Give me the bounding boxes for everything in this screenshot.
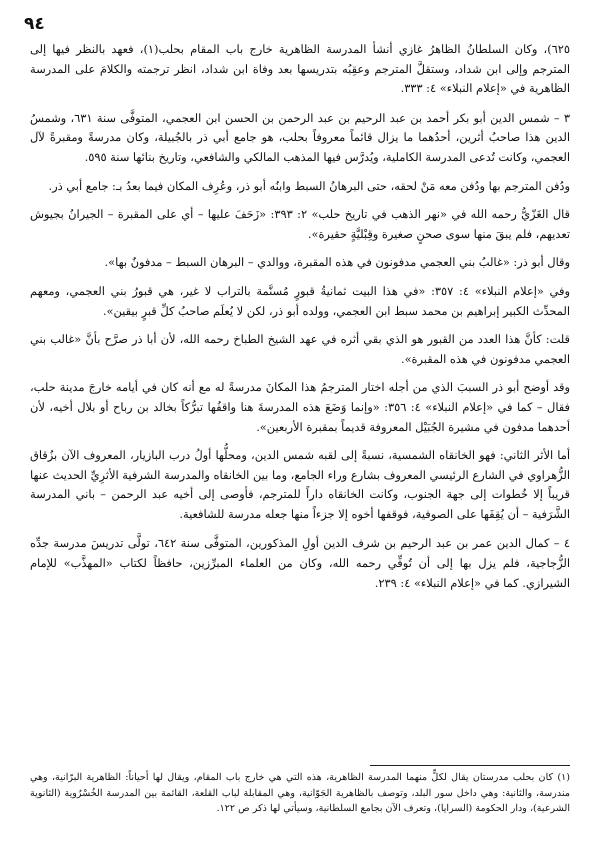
footnote-1: (١) كان بحلب مدرستان يقال لكلٍّ منهما المدرسة الظاهرية، هذه التي هي خارج باب المقام، ويقال لها أحياناً: الظاهرية البرّانية، وهي مندرسة، والثانية: وهي داخل سور البلد، وتوصف بالظاهرية الجَوّانية، وهي المقابلة لباب القلعة، القائمة بين المدرسة الخُسْرُوية (الثانوية الشرعية)، ودار الحكومة (السرايا)، وتعرف الآن بجامع السلطانية، وسيأتي لها ذكر ص ١٢٢. — [30, 772, 570, 814]
paragraph-6: وفي «إعلام النبلاء» ٤: ٣٥٧: «في هذا البيت ثمانيةُ قبورٍ مُسنَّمة بالتراب لا غير، هي قبورُ بني العجمي، ومعهم المحدِّث الكبير إبراهيم بن محمد سبط ابن العجمي، وولده أبو ذر، لكن لا يُعلَم صاحبُ كلِّ قبرٍ بيقين». — [30, 283, 570, 318]
paragraph-5: وقال أبو ذر: «غالبُ بني العجمي مدفونون في هذه المقبرة، ووالدي – البرهان السبط – مدفونٌ بها». — [104, 255, 570, 270]
main-text — [30, 40, 570, 602]
page-number: ٩٤ — [24, 14, 45, 34]
paragraph-4: قال الغَزّيُّ رحمه الله في «نهر الذهب في تاريخ حلب» ٢: ٣٩٣: «زَحَفَ عليها – أي على المقبرة – الجيرانُ بجيوش تعديهم، فلم يبقَ منها سوى صحنٍ صغيرة وقِبْليَّةٍ حقيرة». — [30, 207, 571, 241]
footnotes — [30, 770, 570, 817]
paragraph-2: ٣ – شمس الدين أبو بكر أحمد بن عبد الرحيم بن عبد الرحمن بن الحسن ابن العجمي، المتوفَّى سنة ٦٣١، وشمسُ الدين هذا صاحبُ أثرين، أحدُهما ما يزال قائماً معروفاً بحلب، هو جامع أبي ذر بالجُبيلة، وكان مدرسةً ومقبرةً لآل العجمي، وكانت تُدعى المدرسة الكاملية، ويُدرَّس فيها المذهب المالكي والشافعي، وتاريخ بنائها سنة ٥٩٥. — [30, 110, 570, 164]
footnote-divider — [370, 765, 570, 766]
paragraph-10: ٤ – كمال الدين عمر بن عبد الرحيم بن شرف الدين أولِ المذكورين، المتوفَّى سنة ٦٤٢، تولَّى تدريسَ مدرسة جدِّه الزُّجاجية، فلم يزل بها إلى أن تُوفِّي رحمه الله، وكان من العلماء المبرِّزين، حافظاً لكتاب «المهذَّب» للإمام الشيرازي. كما في «إعلام النبلاء» ٤: ٢٣٩. — [30, 536, 570, 590]
paragraph-7: قلت: كأنَّ هذا العدد من القبور هو الذي بقي أثره في عهد الشيخ الطباخ رحمه الله، لأن أبا ذر صرَّح بأنَّ «غالب بني العجمي مدفونون في هذه المقبرة». — [30, 332, 570, 366]
paragraph-3: ودُفن المترجم بها ودُفن معه مَنْ لحقه، حتى البرهانُ السبط وابنُه أبو ذر، وعُرِف المكان فيما بعدُ بـ: جامع أبي ذر. — [48, 178, 570, 193]
paragraph-8: وقد أوضح أبو ذر السببَ الذي من أجله اختار المترجمُ هذا المكانَ مدرسةً له مع أنه كان في أيامه خارجَ مدينة حلب، فقال – كما في «إعلام النبلاء» ٤: ٣٥٦: «وإنما وَضَعَ هذه المدرسةَ هنا واقفُها تبرُّكاً بخالد بن رباح أو بلال أخيه، لأن أحدهما مدفون في مشيرة الجُبَيْل المعروفة قديماً بمقبرة الأربعين». — [30, 380, 571, 434]
paragraph-1: ٦٢٥)، وكان السلطانُ الظاهرُ غازي أنشأ المدرسة الظاهرية خارج باب المقام بحلب(١)، فعهد بالنظر فيها إلى المترجم وإلى ابن شداد، وستقلَّ المترجم وعقِبُه بتدريسها بعد وفاة ابن شداد، انظر ترجمته والكلامَ على المدرسة الظاهرية في «إعلام النبلاء» ٤: ٣٣٣. — [30, 42, 570, 96]
paragraph-9: أما الأثر الثاني: فهو الخانقاه الشمسية، نسبةً إلى لقبه شمس الدين، ومحلُّها أولُ درب البازيار، المعروف الآن بزُقاق الزُّهراوي في الشارع الرئيسي المعروف بشارع وراء الجامع، وما بين الخانقاه والمدرسة الشرفية الأثرِيِّ الحديث عنها قريباً إلا خُطوات إلى جهة الجنوب، وكانت الخانقاه داراً للمترجم، فأوصى إلى أخيه عبد الرحمن – باني المدرسة الشَّرَفية – أن يُقِفَها على الصوفية، فوقفها أخوه إلا جزءاً منها جعله مدرسة للشافعية. — [30, 448, 570, 521]
